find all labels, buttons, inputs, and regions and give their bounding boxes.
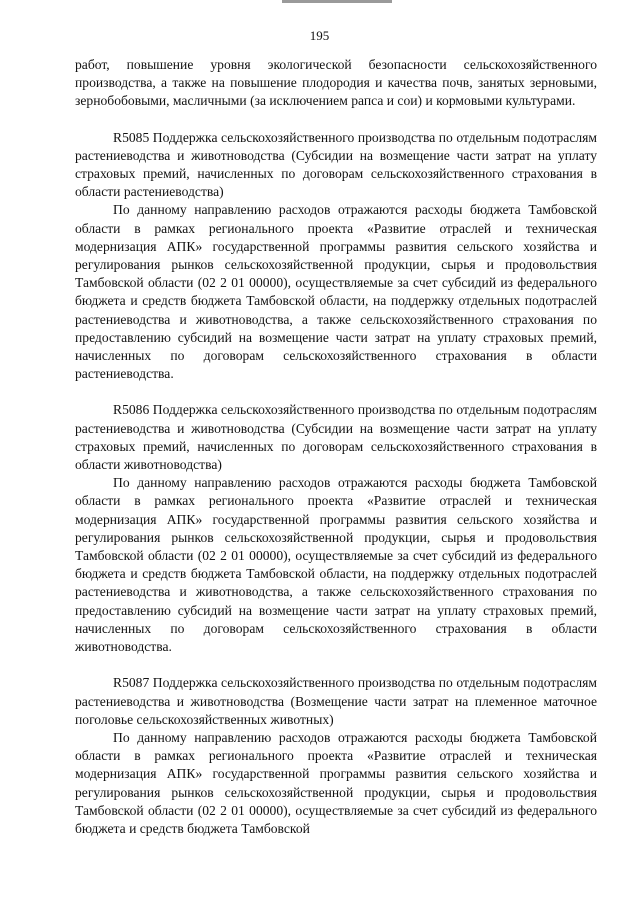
section-heading-r5087: R5087 Поддержка сельскохозяйственного производства по отдельным подотраслям растениеводства и животноводства (Возмещение части затрат на племенное маточное поголовье сельскохозяйственных животных) — [75, 675, 597, 727]
page-number: 195 — [309, 28, 330, 43]
paragraph-r5087-description: По данному направлению расходов отражаются расходы бюджета Тамбовской области в рамках регионального проекта «Развитие отраслей и техническая модернизация АПК» государственной программы развития сельского хозяйства и регулирования рынков сельскохозяйственной продукции, сырья и продовольствия Тамбовской области (02 2 01 00000), осуществляемые за счет субсидий из федерального бюджета и средств бюджета Тамбовской — [75, 729, 597, 836]
paragraph-r5085-description: По данному направлению расходов отражаются расходы бюджета Тамбовской области в рамках регионального проекта «Развитие отраслей и техническая модернизация АПК» государственной программы развития сельского хозяйства и регулирования рынков сельскохозяйственной продукции, сырья и продовольствия Тамбовской области (02 2 01 00000), осуществляемые за счет субсидий из федерального бюджета и средств бюджета Тамбовской области, на поддержку отдельных подотраслей растениеводства и животноводства, а также сельскохозяйственного страхования по предоставлению субсидий на возмещение части затрат на уплату страховых премий, начисленных по договорам сельскохозяйственного страхования в области растениеводства. — [75, 202, 597, 382]
paragraph-continuation: работ, повышение уровня экологической безопасности сельскохозяйственного производства, а также на повышение плодородия и качества почв, занятых зерновыми, зернобобовыми, масличными (за исключением рапса и сои) и кормовыми культурами. — [75, 57, 597, 109]
section-heading-r5086: R5086 Поддержка сельскохозяйственного производства по отдельным подотраслям растениеводства и животноводства (Субсидии на возмещение части затрат на уплату страховых премий, начисленных по договорам сельскохозяйственного страхования в области животноводства) — [75, 402, 597, 473]
document-body — [75, 56, 597, 838]
section-heading-r5085: R5085 Поддержка сельскохозяйственного производства по отдельным подотраслям растениеводства и животноводства (Субсидии на возмещение части затрат на уплату страховых премий, начисленных по договорам сельскохозяйственного страхования в области растениеводства) — [75, 129, 597, 200]
paragraph-r5086-description: По данному направлению расходов отражаются расходы бюджета Тамбовской области в рамках регионального проекта «Развитие отраслей и техническая модернизация АПК» государственной программы развития сельского хозяйства и регулирования рынков сельскохозяйственной продукции, сырья и продовольствия Тамбовской области (02 2 01 00000), осуществляемые за счет субсидий из федерального бюджета и средств бюджета Тамбовской области, на поддержку отдельных подотраслей растениеводства и животноводства, а также сельскохозяйственного страхования по предоставлению субсидий на возмещение части затрат на уплату страховых премий, начисленных по договорам сельскохозяйственного страхования в области животноводства. — [75, 475, 597, 655]
scan-edge-mark — [282, 0, 392, 3]
